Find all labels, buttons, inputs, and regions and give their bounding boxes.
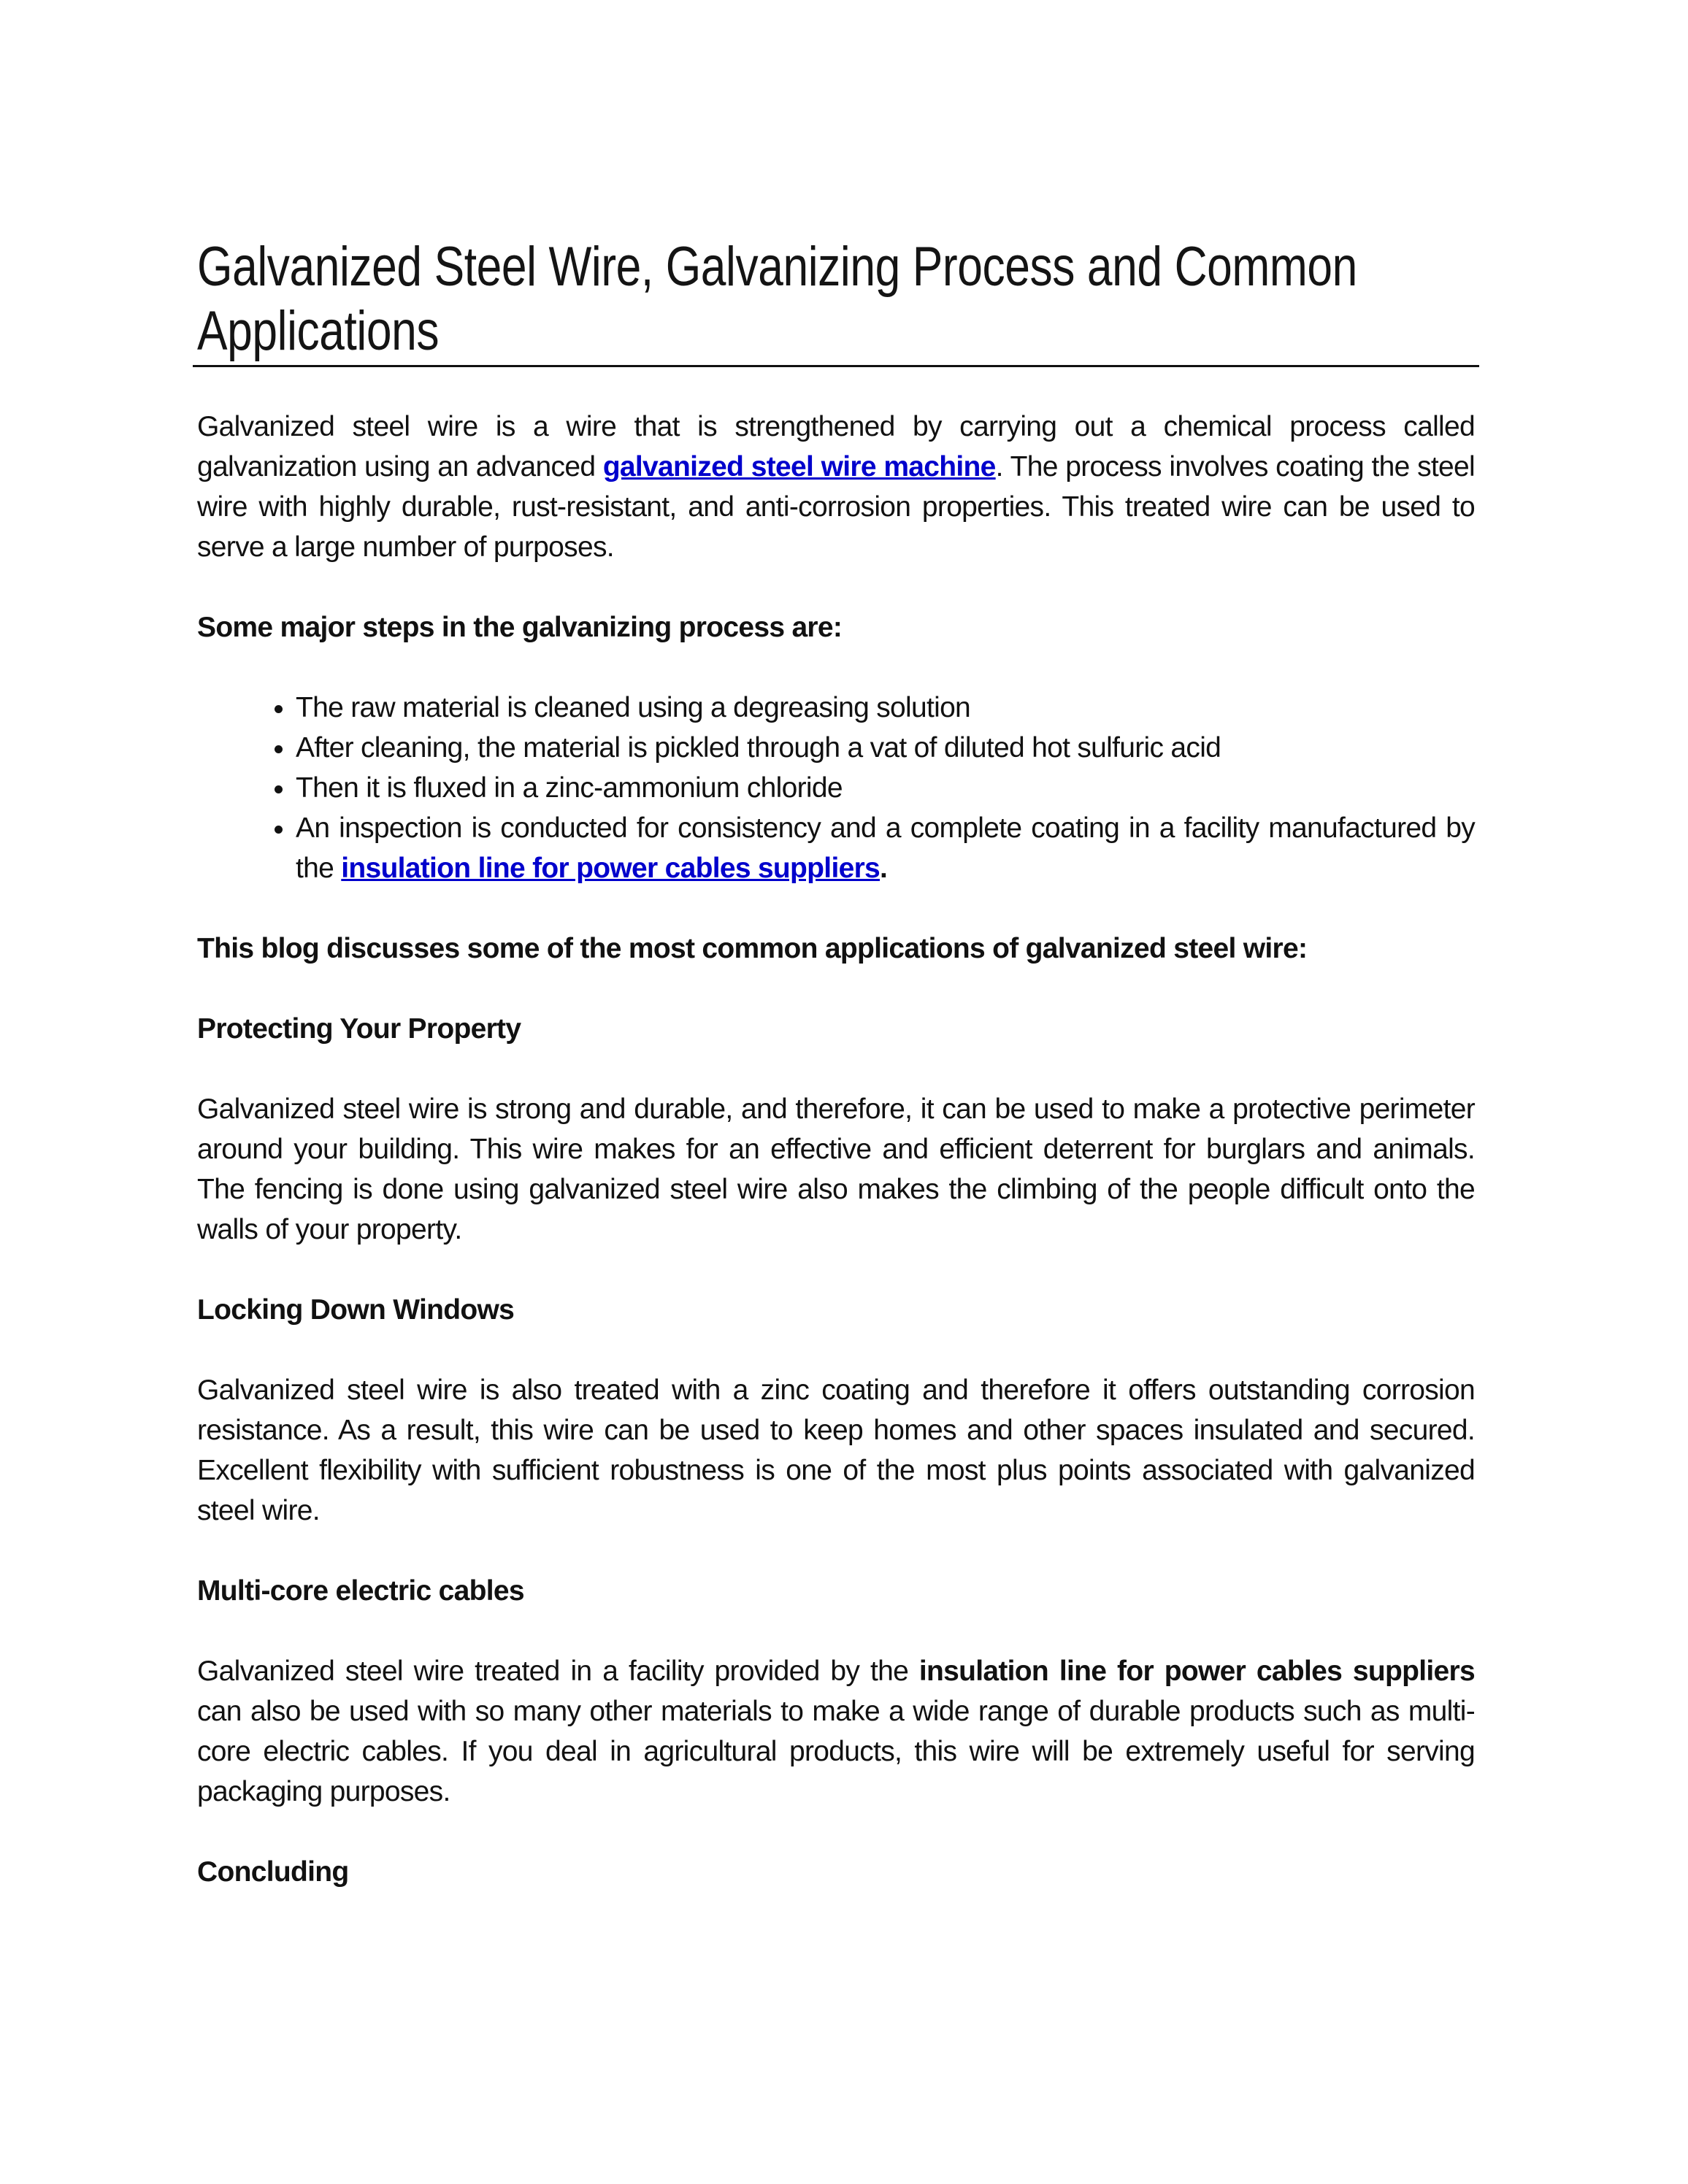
list-item: • The raw material is cleaned using a degreasing solution	[296, 688, 1475, 728]
section-text-protecting: Galvanized steel wire is strong and durable, and therefore, it can be used to make a protective perimeter around your building. This wire makes for an effective and efficient deterrent for burglars and animals. The fencing is done using galvanized steel wire also makes the climbing of the people difficult onto the walls of your property.	[197, 1093, 1475, 1245]
list-item: • Then it is fluxed in a zinc-ammonium chloride	[296, 768, 1475, 808]
document-body	[197, 407, 1475, 1932]
intro-text-cont: . The process involves coating the steel wire with highly durable, rust-resistant, and anti-corrosion properties. This treated wire can be used to serve a large number of purposes.	[197, 451, 1475, 563]
section-heading-multicore: Multi-core electric cables	[197, 1575, 524, 1607]
multicore-text: Galvanized steel wire treated in a facility provided by the	[197, 1656, 919, 1687]
list-item: • After cleaning, the material is pickled through a vat of diluted hot sulfuric acid	[296, 728, 1475, 768]
section-text-locking: Galvanized steel wire is also treated with a zinc coating and therefore it offers outstanding corrosion resistance. As a result, this wire can be used to keep homes and other spaces insulated and secured. Excellent flexibility with sufficient robustness is one of the most plus points associated with galvanized steel wire.	[197, 1374, 1475, 1526]
title-block	[197, 235, 1482, 364]
section-heading-locking: Locking Down Windows	[197, 1294, 515, 1326]
intro-text: Galvanized steel wire is a wire that is strengthened by carrying out a chemical process called galvanization using an advanced	[197, 411, 1475, 482]
list-item	[296, 808, 1475, 888]
insulation-line-suppliers-link[interactable]: insulation line for power cables suppliers	[341, 853, 881, 884]
steps-heading: Some major steps in the galvanizing process are:	[197, 612, 843, 643]
blog-heading: This blog discusses some of the most common applications of galvanized steel wire:	[197, 933, 1308, 964]
steps-list	[197, 688, 1475, 888]
multicore-text-cont: can also be used with so many other materials to make a wide range of durable products such as multi-core electric cables. If you deal in agricultural products, this wire will be extremely useful for serving packaging purposes.	[197, 1696, 1475, 1807]
page-title: Galvanized Steel Wire, Galvanizing Process and Common Applications	[197, 236, 1357, 362]
intro-paragraph	[197, 407, 1475, 567]
multicore-bold-text: insulation line for power cables suppliers	[918, 1656, 1476, 1687]
title-divider	[193, 365, 1479, 367]
section-text-multicore	[197, 1651, 1475, 1812]
galvanized-steel-wire-machine-link[interactable]: galvanized steel wire machine	[602, 451, 996, 482]
concluding-heading: Concluding	[197, 1856, 349, 1888]
step-period: .	[880, 853, 888, 884]
step-text: An inspection is conducted for consistency and a complete coating in a facility manufactured by the	[296, 812, 1475, 884]
section-heading-protecting: Protecting Your Property	[197, 1013, 521, 1045]
